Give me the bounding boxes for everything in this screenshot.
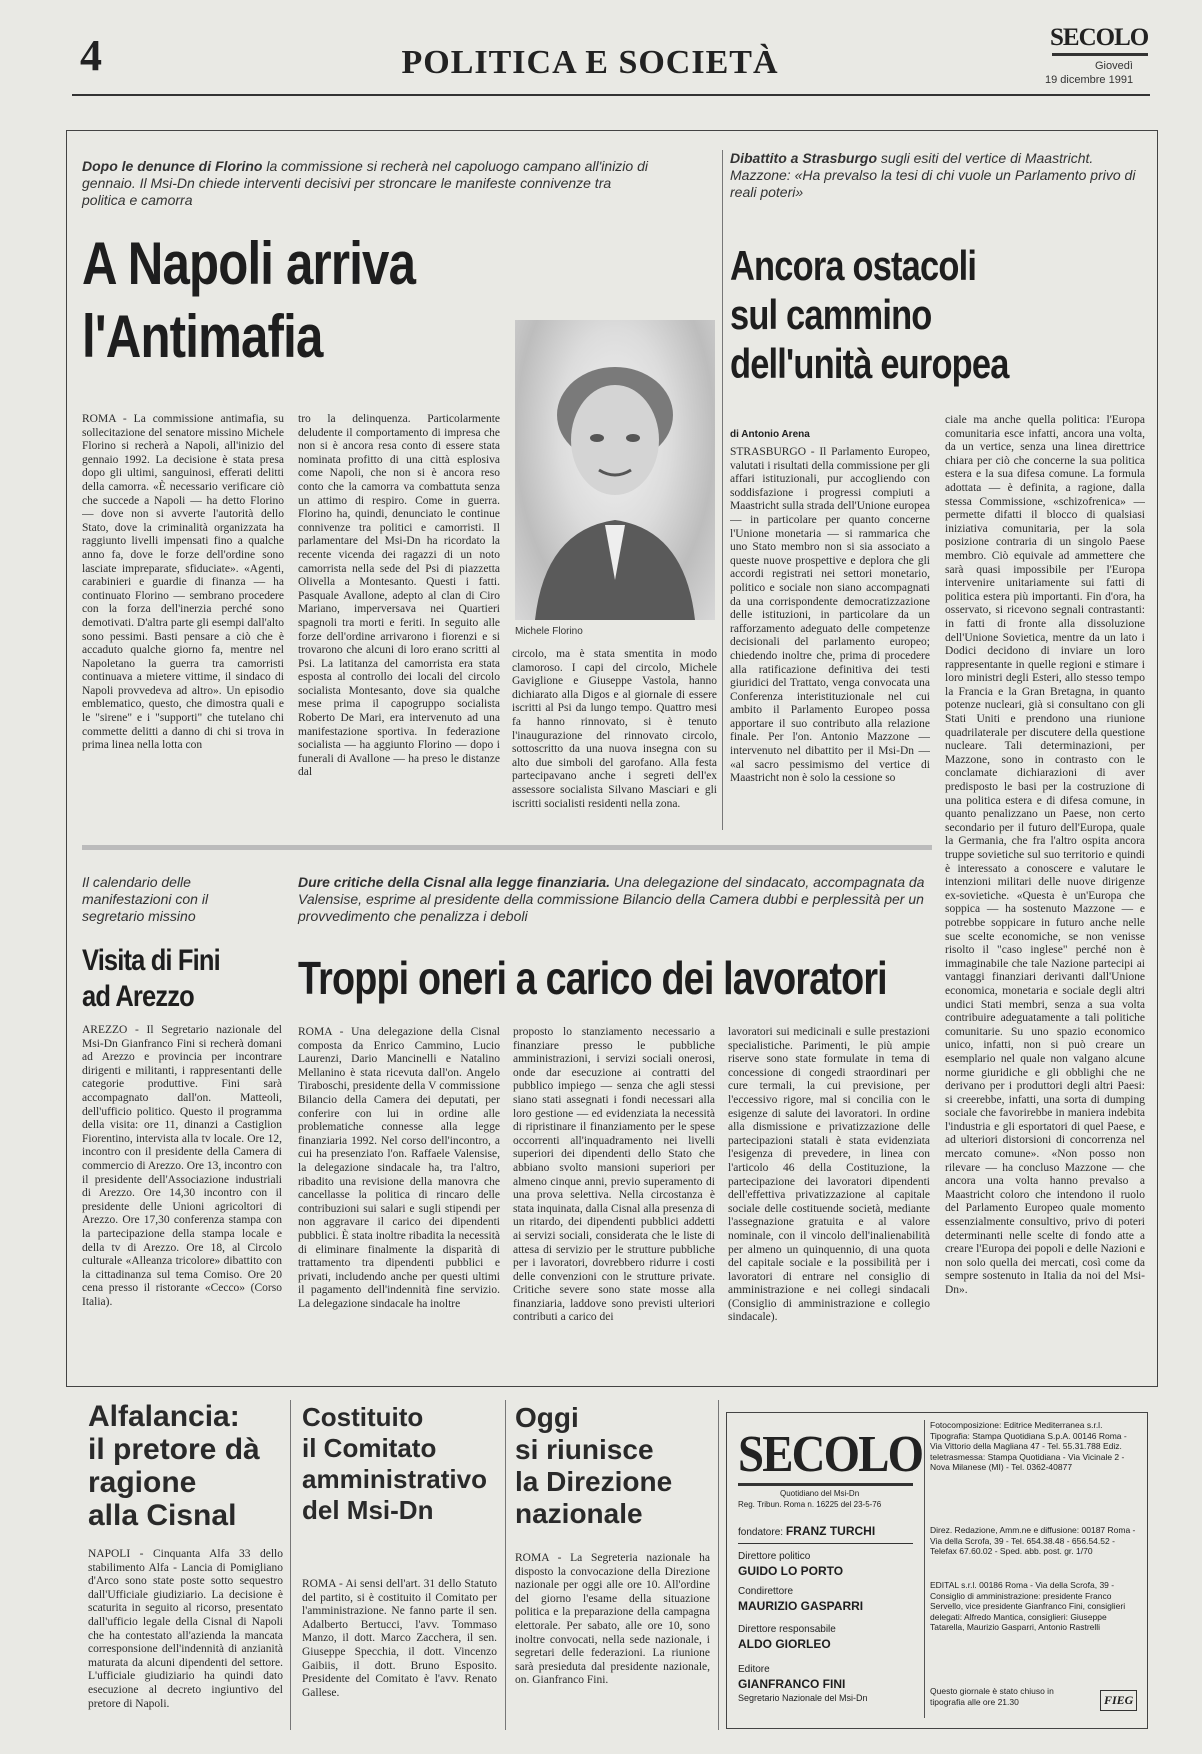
alfalancia-headline <box>88 1400 260 1532</box>
antimafia-kicker-text: la commissione si recherà nel capoluogo campano all'inizio di gennaio. Il Msi-Dn chiede interventi decisivi per stroncare le manifeste connivenze tra politica e camorra <box>82 158 648 208</box>
europa-kicker <box>730 150 1140 201</box>
antimafia-body-col2: tro la delinquenza. Particolarmente deludente il comportamento di impresa che non si è ancora resa conto di essere stata nominata profitto di una città esplosiva come Napoli, che non si è ancora reso conto che la camorra va combattuta senza un attimo di respiro. Come in guerra. Florino ha, quindi, denunciato le continue connivenze tra politici e camorristi. Il parlamentare del Msi-Dn ha ricordato la recente vicenda dei ragazzi di un noto camorrista nella sede del Psi di piazzetta Olivella a Montesanto. Questi i fatti. Pasquale Avallone, adepto al clan di Ciro Mariano, imperversava nei Quartieri spagnoli tra morti e feriti. In seguito alle forze dell'ordine arrivarono i fiorenzi e si trovarono che alcuni di loro erano scritti al Psi. La latitanza del camorrista era stata esposta al controllo dei locali del circolo socialista Montesanto, dove sia qualche mese prima il capogruppo socialista Roberto De Mari, era intervenuto ad una manifestazione sportiva. In federazione socialista — ha aggiunto Florino — dopo i funerali di Avallone — ha preso le distanze dal <box>298 413 500 779</box>
colophon-founder <box>738 1524 875 1538</box>
colophon-editor: GIANFRANCO FINI <box>738 1677 846 1691</box>
bottom-divider-1 <box>290 1400 291 1730</box>
europa-body-col1: STRASBURGO - Il Parlamento Europeo, valutati i risultati della commissione per gli affari istituzionali, pur accogliendo con soddisfazione i progressi compiuti a Maastricht sulla strada dell'Unione europea — in particolare per quanto concerne l'Unione monetaria — si rammarica che uno Stato membro non si sia associato a queste nuove prospettive e deplora che gli accordi registrati nei settori monetario, politico e sociale non siano accompagnati da una corrispondente democratizzazione delle istituzioni, in particolare da un rafforzamento adeguato delle competenze decisionali del parlamento europeo; chiedendo inoltre che, prima di procedere alla ratificazione definitiva dei testi giuridici del Trattato, venga convocata una Conferenza interistituzionale nel cui ambito il Parlamento Europeo possa apportare il suo contributo alla relazione finale. Per l'on. Antonio Mazzone — intervenuto nel dibattito per il Msi-Dn — «al sacro pessimismo del vertice di Maastricht non è solo la cessione so <box>730 446 930 785</box>
direzione-headline-line2: si riunisce <box>515 1434 654 1465</box>
portrait-drawing <box>515 320 715 620</box>
cisnal-kicker <box>298 874 928 925</box>
colophon-logo: SECOLO <box>738 1426 923 1483</box>
europa-body-col2: ciale ma anche quella politica: l'Europa comunitaria esce infatti, ancora una volta, da un vertice, senza una linea direttrice chiara per ciò che concerne la sua politica estera e la sua difesa comune. La formula adottata — è definita, a ragione, dalla stessa Commissione, «schizofrenica» — permette difatti il blocco di qualsiasi iniziativa comunitaria, per la sola posizione contraria di un singolo Paese membro. Ciò equivale ad ammettere che sarà quasi impossibile per l'Europa intervenire unitariamente sui fatti di politica estera più importanti. Fin d'ora, ha osservato, si ricevono segnali contrastanti: in fatti di fronte alla dissoluzione dell'Unione Sovietica, mentre da un lato i Dodici decidono di inviare un loro rappresentante in quelle regioni e stimare i loro ministri degli Esteri, allo stesso tempo la Francia e la Gran Bretagna, in quanto potenze nucleari, già si consultano con gli Stati Uniti e prendono una riunione quadrilaterale per discutere della questione nucleare. Tali determinazioni, per Mazzone, sono in contrasto con le conclamate dichiarazioni di aver predisposto le basi per la costruzione di una politica estera e di difesa comune, in quanto penalizzano un Paese, non certo secondario per il futuro dell'Europa, quale la Germania, che fra l'altro ospita ancora truppe sovietiche sul suo territorio e quindi è interessato a conoscere e valutare le intenzioni militari delle nuove dirigenze ex-sovietiche. «Questa è un'Europa che soppica — ha sostenuto Mazzone — e potrebbe soppicare in futuro anche nelle sue scelte economiche, se non venisse risolto il "caso inglese" perché non è immaginabile che tale Nazione partecipi ai vantaggi finanziari derivanti dall'Unione economica, monetaria e sociale degli altri undici Stati membri, senza a sua volta contribuire adeguatamente a tali politiche comunitarie. Su uno spazio economico unico, infatti, non si può creare un esemplario nel quale non valgano alcune norme giuridiche e gli obblighi che ne derivano per i produttori degli altri Paesi: si creerebbe, infatti, una sorta di dumping sociale che favorirebbe in maniera indebita l'industria e gli esportatori di quel Paese, e ad ulteriori distorsioni di concorrenza nel mercato comune». «Non posso non rilevare — ha concluso Mazzone — che ancora una volta hanno prevalso a Maastricht coloro che intendono il ruolo del Parlamento Europeo quale momento essenzialmente consultivo, privo di poteri determinanti nelle scelte di fondo atte a creare l'Europa dei popoli e delle Nazioni e non solo quella dei mercati, così come da sempre sostenuto in Italia da noi del Msi-Dn». <box>945 414 1145 1296</box>
issue-weekday: Giovedì <box>1095 60 1133 72</box>
colophon-condirector: MAURIZIO GASPARRI <box>738 1599 864 1613</box>
colophon-inner-divider <box>924 1420 925 1718</box>
fini-headline-line2: ad Arezzo <box>82 980 194 1013</box>
cisnal-headline: Troppi oneri a carico dei lavoratori <box>298 952 887 1004</box>
page-number: 4 <box>80 31 102 80</box>
europa-headline-line1: Ancora ostacoli <box>730 242 977 289</box>
colophon-condirector-label: Condirettore <box>738 1586 794 1597</box>
bottom-divider-2 <box>505 1400 506 1730</box>
colophon-resp: ALDO GIORLEO <box>738 1637 831 1651</box>
colophon-right-1: Fotocomposizione: Editrice Mediterranea s.r.l. Tipografia: Stampa Quotidiana S.p.A. 00146 Roma - Via Vittorio della Magliana 47 - Tel. 55.31.788 Ediz. teletrasmessa: Stampa Quotidiana - Via Vicinale 2 - Nova Milanese (MI) - Tel. 0362-40877 <box>930 1420 1127 1472</box>
colophon-director-label: Direttore politico <box>738 1551 811 1562</box>
colophon-logo-rule <box>738 1483 913 1486</box>
colophon-editor-sub: Segretario Nazionale del Msi-Dn <box>738 1693 868 1703</box>
colophon-director: GUIDO LO PORTO <box>738 1564 844 1578</box>
alfalancia-headline-line1: Alfalancia: <box>88 1400 240 1433</box>
antimafia-headline-line1: A Napoli arriva <box>82 230 416 297</box>
comitato-headline <box>302 1402 487 1526</box>
colophon-logo-sub: Quotidiano del Msi-Dn <box>780 1489 860 1498</box>
cisnal-kicker-text: Una delegazione del sindacato, accompagnata da Valensise, esprime al presidente della commissione Bilancio della Camera dubbi e perplessità per un provvedimento che penalizza i deboli <box>298 874 925 924</box>
paper-logo: SECOLO <box>1050 24 1149 51</box>
colophon-editor-label: Editore <box>738 1664 770 1675</box>
comitato-headline-line1: Costituito <box>302 1402 424 1432</box>
alfalancia-headline-line4: alla Cisnal <box>88 1499 237 1532</box>
colophon-right-4: Questo giornale è stato chiuso in tipografia alle ore 21.30 <box>930 1686 1054 1707</box>
issue-date: 19 dicembre 1991 <box>1045 74 1134 86</box>
comitato-body: ROMA - Ai sensi dell'art. 31 dello Statuto del partito, si è costituito il Comitato per l'amministrazione. Ne fanno parte il sen. Adalberto Bertucci, l'avv. Tommaso Manzo, il dott. Marco Zacchera, il sen. Giuseppe Specchia, il dott. Vincenzo Gaibiis, il dott. Bruno Esposito. Presidente del Comitato è l'avv. Renato Gallese. <box>302 1578 497 1699</box>
direzione-headline-line3: la Direzione <box>515 1466 673 1497</box>
europa-byline: di Antonio Arena <box>730 429 810 440</box>
europa-headline-line3: dell'unità europea <box>730 340 1009 387</box>
comitato-headline-line4: del Msi-Dn <box>302 1495 434 1525</box>
vertical-rule <box>722 150 723 830</box>
bottom-divider-3 <box>718 1400 719 1730</box>
cisnal-body-col1: ROMA - Una delegazione della Cisnal composta da Enrico Cammino, Lucio Laurenzi, Dario Mancinelli e Natalino Mellanino è stata ricevuta dall'on. Angelo Tiraboschi, presidente della V commissione Bilancio della Camera dei deputati, per conferire con lui in ordine alle problematiche connesse alla legge finanziaria 1992. Nel corso dell'incontro, a cui ha presenziato l'on. Raffaele Valensise, la delegazione sindacale ha, tra l'altro, ribadito una revisione della manovra che cancellasse la politica di rincaro delle contribuzioni sui salari e sugli stipendi per non aggravare il carico dei dipendenti pubblici. È stata inoltre ribadita la necessità di eliminare finalmente la disparità di trattamento tra dipendenti pubblici e privati, includendo anche per questi ultimi il pagamento dell'indennità fine servizio. La delegazione sindacale ha inoltre <box>298 1026 500 1310</box>
europa-headline-line2: sul cammino <box>730 291 932 338</box>
alfalancia-headline-line2: il pretore dà <box>88 1433 260 1466</box>
direzione-headline-line1: Oggi <box>515 1402 579 1433</box>
antimafia-body-col3: circolo, ma è stata smentita in modo clamoroso. I capi del circolo, Michele Gaviglione e Giuseppe Vastola, hanno dichiarato alla Digos e al giornale di essere iscritti al Psi da lungo tempo. Quattro mesi fa hanno rinnovato, si è tenuto l'inaugurazione del rinnovato circolo, sottoscritto da una nuova insegna con su alto due simboli del garofano. Alla festa partecipavano anche i segreti dell'ex assessore socialista Silvano Masciari e gli iscritti socialisti residenti nella zona. <box>512 648 717 810</box>
fieg-logo: FIEG <box>1100 1690 1137 1711</box>
europa-kicker-text: sugli esiti del vertice di Maastricht. Mazzone: «Ha prevalso la tesi di chi vuole un Parlamento privo di reali poteri» <box>730 150 1136 200</box>
cisnal-kicker-lead: Dure critiche della Cisnal alla legge finanziaria. <box>298 874 610 890</box>
alfalancia-headline-line3: ragione <box>88 1466 197 1499</box>
cisnal-body-col3: lavoratori sui medicinali e sulle prestazioni specialistiche. Parimenti, le più ampie riserve sono state formulate in tema di concessione di congedi straordinari per cure termali, la cui previsione, per l'eccessivo rigore, mal si concilia con le esigenze di salute dei lavoratori. In ordine alla dismissione e privatizzazione delle partecipazioni statali è stata evidenziata l'esigenza di prevedere, in linea con l'articolo 46 della Costituzione, la partecipazione dei lavoratori dipendenti dell'effettiva privatizzazione al capitale sociale delle costituende società, mediante l'assegnazione gratuita e al valore nominale, con il vincolo dell'inalienabilità per almeno un quinquennio, di una quota del capitale sociale e la possibilità per i lavoratori di entrare nel consiglio di amministrazione e nei collegi sindacali (Consiglio di amministrazione e collegio sindacale). <box>728 1026 930 1324</box>
colophon-registration: Reg. Tribun. Roma n. 16225 del 23-5-76 <box>738 1500 882 1509</box>
colophon-rule-1 <box>738 1543 913 1544</box>
comitato-headline-line2: il Comitato <box>302 1433 437 1463</box>
founder-name: FRANZ TURCHI <box>785 1524 876 1538</box>
direzione-headline-line4: nazionale <box>515 1498 643 1529</box>
comitato-headline-line3: amministrativo <box>302 1464 487 1494</box>
direzione-headline <box>515 1402 672 1530</box>
horizontal-rule <box>82 845 932 850</box>
fini-body: AREZZO - Il Segretario nazionale del Msi-Dn Gianfranco Fini si recherà domani ad Arezzo e provincia per incontrare dirigenti e militanti, i rappresentanti delle categorie produttive. Fini sarà accompagnato dall'on. Matteoli, dell'ufficio politico. Questo il programma della visita: ore 11, dinanzi a Castiglion Fiorentino, intervista alla tv locale. Ore 12, incontro con il presidente della Camera di commercio di Arezzo. Ore 13, incontro con il presidente dell'Associazione industriali di Arezzo. Ore 14,30 incontro con il presidente delle Unioni agricoltori di Arezzo. Ore 17,30 conferenza stampa con la partecipazione della stampa locale e della tv di Arezzo. Ore 18, al Circolo culturale «Alleanza tricolore» dibattito con la cittadinanza sul tema Comiso. Ore 20 cena presso il ristorante «Cecco» (Corso Italia). <box>82 1024 282 1308</box>
fini-kicker: Il calendario delle manifestazioni con il segretario missino <box>82 874 209 924</box>
antimafia-kicker-lead: Dopo le denunce di Florino <box>82 158 263 174</box>
logo-underline <box>1052 53 1148 56</box>
photo-caption: Michele Florino <box>515 626 583 637</box>
masthead-rule <box>72 94 1150 96</box>
alfalancia-body: NAPOLI - Cinquanta Alfa 33 dello stabilimento Alfa - Lancia di Pomigliano d'Arco sono state poste sotto sequestro dall'Ufficiale giudiziario. La decisione è scaturita in seguito al ricorso, presentato dall'ufficio legale della Cisnal di Napoli che ha contestato all'azienda la mancata corresponsione dell'indennità di anzianità maturata da alcuni dipendenti del settore. L'ufficiale giudiziario ha quindi dato esecuzione al decreto ingiuntivo del pretore di Napoli. <box>88 1548 283 1710</box>
fini-headline-line1: Visita di Fini <box>82 944 220 977</box>
colophon-right-2: Direz. Redazione, Amm.ne e diffusione: 00187 Roma - Via della Scrofa, 39 - Tel. 654.38.48 - 656.54.52 - Telefax 67.60.02 - Sped. abb. post. gr. 1/70 <box>930 1525 1136 1556</box>
colophon-resp-label: Direttore responsabile <box>738 1624 836 1635</box>
colophon-right-3: EDITAL s.r.l. 00186 Roma - Via della Scrofa, 39 - Consiglio di amministrazione: presidente Franco Servello, vice presidente Gianfranco Fini, consiglieri delegati: Alfredo Mantica, consiglieri: Giuseppe Tatarella, Maurizio Gasparri, Antonio Rastrelli <box>930 1580 1126 1632</box>
founder-label: fondatore: <box>738 1527 784 1538</box>
antimafia-body-col1: ROMA - La commissione antimafia, su sollecitazione del senatore missino Michele Florino si recherà a Napoli, all'inizio del gennaio 1992. La decisione è stata presa dopo gli ultimi, sanguinosi, efferati delitti della camorra. «È necessario verificare ciò che succede a Napoli — ha detto Florino — dove non si avverte l'autorità dello Stato, dove la criminalità organizzata ha raggiunto livelli impensati fino a qualche anno fa, dove le forze dell'ordine sono lasciate impreparate, sfiduciate». «Agenti, carabinieri e guardie di finanza — ha continuato Florino — sembrano procedere con la forza dell'inerzia perché sono demotivati. D'altra parte gli esempi dall'alto sono pessimi. Basti pensare a ciò che è accaduto qualche giorno fa, mentre nel Napoletano la guerra tra camorristi continuava a mietere vittime, il sindaco di Napoli provvedeva ad altro». Un episodio emblematico, questo, che dimostra quali e le "sirene" e i "supporti" che tutelano chi commette delitti a danno di chi si trova in prima linea nella lotta con <box>82 413 284 752</box>
cisnal-body-col2: proposto lo stanziamento necessario a finanziare presso le pubbliche amministrazioni, i servizi sociali onerosi, onde dar esecuzione ai contratti del pubblico impiego — senza che agli stessi siano stati assegnati i fondi necessari alla loro gestione — ed evidenziata la necessità di ripristinare il finanziamento per le spese occorrenti all'inquadramento nei livelli superiori dei dipendenti dello Stato che abbiano svolto mansioni superiori per almeno cinque anni, previo superamento di una prova selettiva. Nella circostanza è stata inquinata, dalla Cisnal alla presenza di un ritardo, dei dipendenti pubblici addetti ai servizi sociali, considerata che le liste di attesa di servizio per le strutture pubbliche per i lavoratori, dovrebbero ridurre i costi delle convenzioni con le strutture private. Critiche severe sono state mosse alla finanziaria, laddove sono previsti ulteriori contributi a carico dei <box>513 1026 715 1324</box>
section-title: POLITICA E SOCIETÀ <box>401 44 779 81</box>
antimafia-headline-line2: l'Antimafia <box>82 303 323 370</box>
florino-portrait-photo <box>515 320 715 620</box>
europa-kicker-lead: Dibattito a Strasburgo <box>730 150 878 166</box>
antimafia-kicker <box>82 158 652 209</box>
direzione-body: ROMA - La Segreteria nazionale ha disposto la convocazione della Direzione nazionale per oggi alle ore 10. All'ordine del giorno l'esame della situazione politica e la preparazione della campagna elettorale. Per sabato, alle ore 10, sono inoltre convocati, nella sede nazionale, i segretari delle federazioni. La riunione sarà presieduta dal presidente nazionale, on. Gianfranco Fini. <box>515 1552 710 1687</box>
